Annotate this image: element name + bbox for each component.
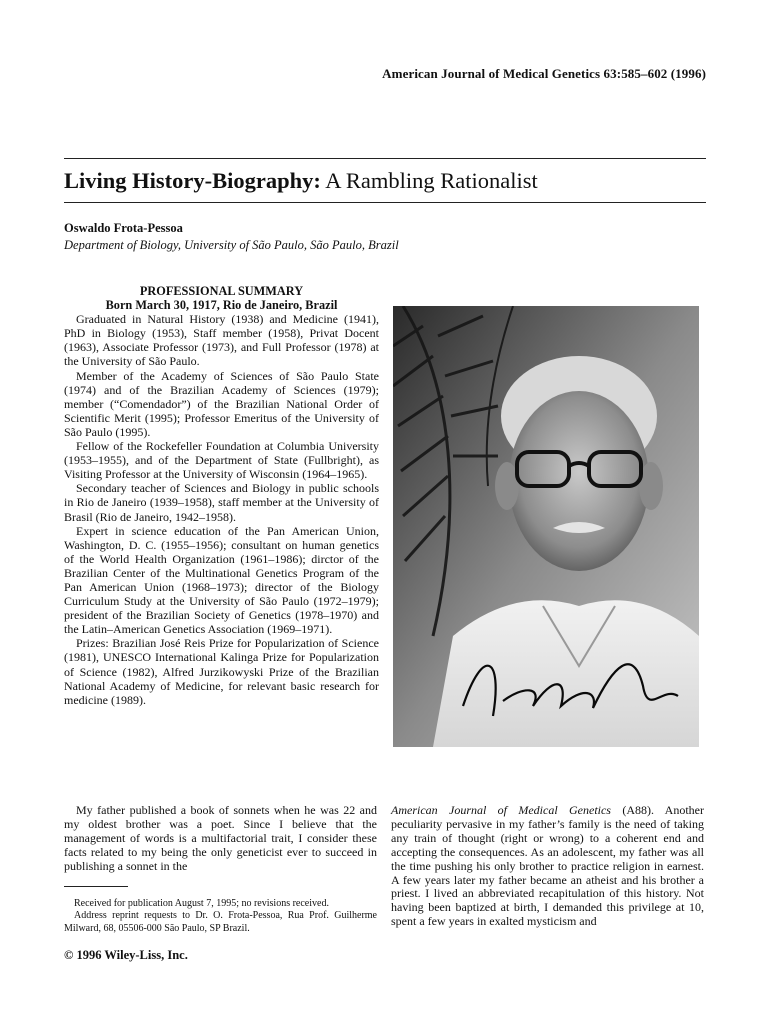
summary-heading: PROFESSIONAL SUMMARY <box>139 284 304 298</box>
summary-paragraph: Fellow of the Rockefeller Foundation at Columbia University (1953–1955), and of the Department of State (Fullbright), as Visiting Professor at the University of Wisconsin (1964–1965). <box>64 439 379 482</box>
copyright-notice: © 1996 Wiley-Liss, Inc. <box>64 948 188 962</box>
title-top-rule <box>64 158 706 159</box>
body-column-left <box>64 804 377 874</box>
body-paragraph: My father published a book of sonnets when he was 22 and my oldest brother was a poet. Since I believe that the management of words is a multifactorial trait, I consider these facts related to my being the only geneticist ever to succeed in publishing a sonnet in the <box>64 803 377 873</box>
footnote-rule <box>64 886 128 887</box>
body-column-right <box>391 804 704 929</box>
journal-citation: American Journal of Medical Genetics <box>391 803 611 817</box>
body-paragraph <box>391 804 704 929</box>
title-bottom-rule <box>64 202 706 203</box>
summary-paragraph: Expert in science education of the Pan American Union, Washington, D. C. (1955–1956); consultant on human genetics of the World Health Organization (1961–1986); dirctor of the Brazilian Center of the Multinational Genetics Program of the Pan American Union (1968–1973); director of the Biology Curriculum Study at the University of São Paulo (1972–1979); president of the Brazilian Society of Genetics (1978–1970) and the Latin–American Genetics Association (1969–1971). <box>64 523 379 637</box>
title-subject: A Rambling Rationalist <box>320 168 538 193</box>
body-text: (A88). Another peculiarity pervasive in my father’s family is the need of taking any train of thought (right or wrong) to a coherent end and accepting the consequences. As an adolescent, my father was all the time pushing his only brother to practice religion in earnest. A few years later my father became an atheist and his brother a priest. I lived an abbreviated recapitulation of this history. Not having been baptized at birth, I demanded this privilege at 10, spent a few years in exalted mysticism and <box>391 803 704 929</box>
summary-paragraph: Member of the Academy of Sciences of São Paulo State (1974) and of the Brazilian Academy of Sciences (1979); member (“Comendador”) of the Brazilian National Order of Scientific Merit (1995); Professor Emeritus of the University of São Paulo (1995). <box>64 368 379 439</box>
author-name: Oswaldo Frota-Pessoa <box>64 221 183 235</box>
author-portrait-photo <box>393 306 699 747</box>
footnote-received: Received for publication August 7, 1995; no revisions received. <box>74 898 329 909</box>
journal-header: American Journal of Medical Genetics 63:585–602 (1996) <box>382 66 706 81</box>
author-affiliation: Department of Biology, University of São Paulo, São Paulo, Brazil <box>64 238 399 252</box>
professional-summary <box>64 284 379 707</box>
summary-paragraph: Secondary teacher of Sciences and Biology in public schools in Rio de Janeiro (1939–1958), staff member at the University of Brasil (Rio de Janeiro, 1942–1958). <box>64 481 379 524</box>
summary-born: Born March 30, 1917, Rio de Janeiro, Brazil <box>105 298 338 313</box>
title-series: Living History-Biography: <box>64 168 321 193</box>
summary-paragraph: Graduated in Natural History (1938) and Medicine (1941), PhD in Biology (1953), Staff member (1958), Privat Docent (1963), Associate Professor (1973), and Full Professor (1978) at the University of São Paulo. <box>64 312 379 369</box>
footnote-address: Address reprint requests to Dr. O. Frota-Pessoa, Rua Prof. Guilherme Milward, 68, 05506-000 São Paulo, SP Brazil. <box>64 910 377 934</box>
portrait-image <box>393 306 699 747</box>
summary-paragraph: Prizes: Brazilian José Reis Prize for Popularization of Science (1981), UNESCO International Kalinga Prize for Popularization of Science (1982), Alfred Jurzikowyski Prize of the Brazilian National Academy of Medicine, for relevant basic research for medicine (1989). <box>64 636 379 707</box>
footnotes <box>64 898 377 935</box>
article-title <box>64 168 538 194</box>
